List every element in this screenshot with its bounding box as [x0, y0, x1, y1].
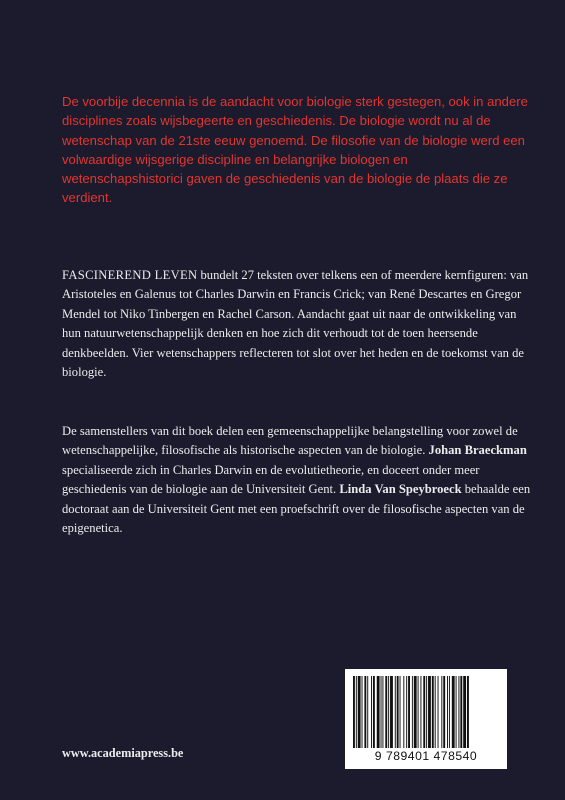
- van-speybroeck-bio-text: behaalde een doctoraat aan de Universiteit Gent met een proefschrift over de filosofische aspecten van de epigenetica.: [62, 482, 531, 536]
- barcode-bar: [418, 676, 419, 748]
- barcode-bar: [373, 676, 375, 748]
- barcode-bar: [467, 676, 469, 748]
- barcode-bar: [353, 676, 355, 748]
- barcode-bar: [412, 676, 413, 748]
- barcode-bar: [367, 676, 368, 748]
- description-text: bundelt 27 teksten over telkens een of meerdere kernfiguren: van Aristoteles en Galenus tot Charles Darwin en Francis Crick; van René Descartes en Gregor Mendel tot Niko Tinbergen en Rachel Carson. Aandacht gaat uit naar de ontwikkeling van hun natuurwetenschappelijk denken en hoe zich dit verhoudt tot de toen heersende denkbeelden. Vier wetenschappers reflecteren tot slot over het heden en de toekomst van de biologie.: [62, 268, 529, 380]
- barcode-bar: [397, 676, 399, 748]
- author-name-van-speybroeck: Linda Van Speybroeck: [339, 482, 462, 497]
- barcode-bar: [382, 676, 383, 748]
- barcode-bar: [426, 676, 427, 748]
- barcode-bar: [420, 676, 421, 748]
- barcode-bar: [388, 676, 389, 748]
- barcode-bar: [432, 676, 434, 748]
- barcode-bar: [385, 676, 387, 748]
- book-title-caps: FASCINEREND LEVEN: [62, 268, 198, 282]
- barcode-bar: [458, 676, 459, 748]
- authors-intro-text: De samenstellers van dit boek delen een gemeenschappelijke belangstelling voor zowel de wetenschappelijke, filosofische als historische aspecten van de biologie.: [62, 424, 518, 458]
- barcode-bar: [377, 676, 380, 748]
- publisher-website: www.academiapress.be: [62, 746, 184, 760]
- barcode-bar: [428, 676, 431, 748]
- barcode-bar: [408, 676, 410, 748]
- barcode-bars: [353, 676, 499, 748]
- barcode-bar: [456, 676, 457, 748]
- barcode-bar: [460, 676, 462, 748]
- barcode-bar: [463, 676, 466, 748]
- barcode-bar: [356, 676, 357, 748]
- barcode-bar: [358, 676, 361, 748]
- barcode-bar: [390, 676, 393, 748]
- barcode-bar: [403, 676, 404, 748]
- barcode-bar: [449, 676, 450, 748]
- barcode-bar: [371, 676, 372, 748]
- barcode-bar: [406, 676, 407, 748]
- description-paragraph: [62, 266, 532, 382]
- barcode-bar: [443, 676, 445, 748]
- barcode-bar: [364, 676, 366, 748]
- barcode-bar: [395, 676, 396, 748]
- barcode-bar: [362, 676, 363, 748]
- barcode-bar: [381, 676, 382, 748]
- braeckman-bio-text: specialiseerde zich in Charles Darwin en de evolutietheorie, en doceert onder meer geschiedenis van de biologie aan de Universiteit Gent.: [62, 462, 480, 497]
- barcode-bar: [400, 676, 401, 748]
- intro-blurb: De voorbije decennia is de aandacht voor biologie sterk gestegen, ook in andere disciplines zoals wijsbegeerte en geschiedenis. De biologie wordt nu al de wetenschap van de 21ste eeuw genoemd. De filosofie van de biologie werd een volwaardige wijsgerige discipline en belangrijke biologen en wetenschapshistorici gaven de geschiedenis van de biologie de plaats die ze verdient.: [62, 94, 528, 206]
- author-name-braeckman: Johan Braeckman: [428, 443, 527, 458]
- isbn-number: 9 789401 478540: [374, 749, 478, 763]
- isbn-barcode: [345, 669, 507, 769]
- barcode-bar: [441, 676, 442, 748]
- barcode-bar: [414, 676, 417, 748]
- barcode-bar: [452, 676, 455, 748]
- barcode-bar: [438, 676, 439, 748]
- authors-paragraph: [62, 422, 532, 538]
- barcode-bar: [423, 676, 425, 748]
- barcode-bar: [435, 676, 436, 748]
- barcode-bar: [447, 676, 448, 748]
